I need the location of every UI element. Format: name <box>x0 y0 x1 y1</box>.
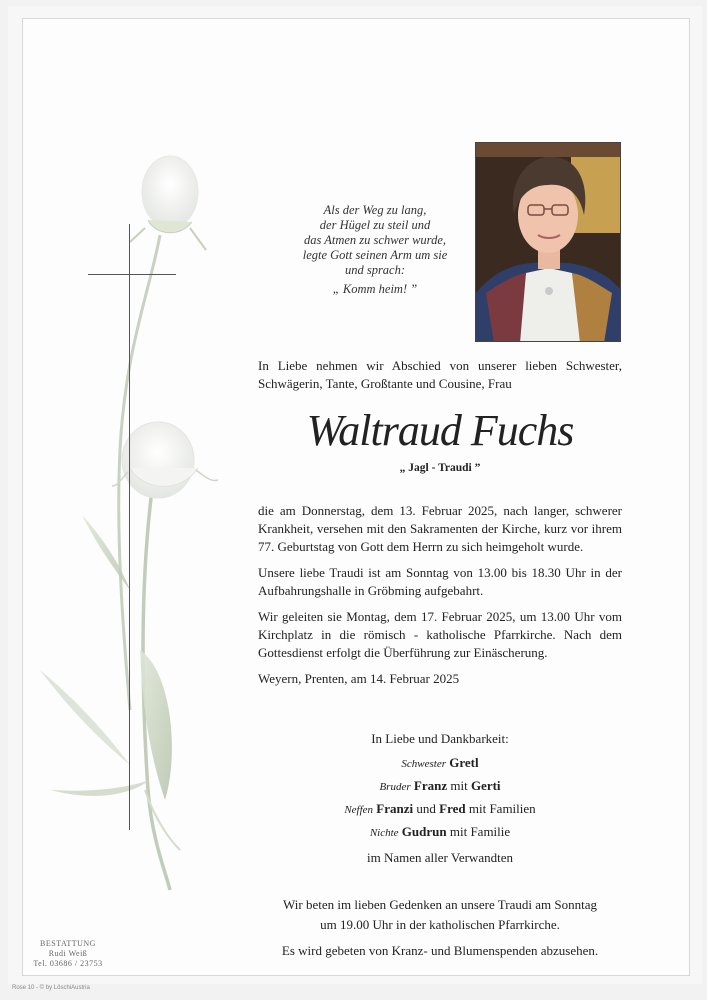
undertaker-line: Tel. 03686 / 23753 <box>33 959 103 968</box>
family-member-row <box>258 821 622 844</box>
memorial-poem <box>290 203 460 297</box>
announcement-paragraph: Unsere liebe Traudi ist am Sonntag von 13.00 bis 18.30 Uhr in der Aufbahrungshalle in Gröbming aufgebahrt. <box>258 565 622 598</box>
family-suffix: mit Familie <box>449 824 511 839</box>
announcement-body <box>258 502 622 696</box>
family-suffix: mit Familien <box>468 801 536 816</box>
family-member-row <box>258 798 622 821</box>
undertaker-line: Rudi Weiß <box>48 949 88 958</box>
poem-line: und sprach: <box>344 263 406 277</box>
family-member-row <box>258 775 622 798</box>
poem-line: Als der Weg zu lang, <box>323 203 427 217</box>
family-member-row <box>258 752 622 775</box>
deceased-nickname: „ Jagl - Traudi ” <box>399 462 481 474</box>
announcement-paragraph: die am Donnerstag, dem 13. Februar 2025, nach langer, schwerer Krankheit, versehen mit den Sakramenten der Kirche, kurz vor ihrem 77. Geburtstag von Gott dem Herrn zu sich heimgeholt wurde. <box>258 503 622 554</box>
family-name: Franz <box>413 778 448 793</box>
portrait-photo <box>475 142 621 342</box>
poem-line: legte Gott seinen Arm um sie <box>302 248 448 262</box>
announcement-paragraph: Wir geleiten sie Montag, dem 17. Februar 2025, um 13.00 Uhr vom Kirchplatz in die römisch - katholische Pfarrkirche. Nach dem Gottesdienst erfolgt die Überführung zur Einäscherung. <box>258 609 622 660</box>
family-relation: Nichte <box>369 827 399 839</box>
family-connector: und <box>416 801 436 816</box>
closing-line: um 19.00 Uhr in der katholischen Pfarrkirche. <box>320 917 560 932</box>
family-partner: Fred <box>439 801 466 816</box>
family-heading: In Liebe und Dankbarkeit: <box>371 731 509 746</box>
family-mourners <box>258 728 622 868</box>
family-relation: Neffen <box>344 804 374 816</box>
cross-horizontal-bar <box>88 274 176 275</box>
family-name: Gudrun <box>401 824 447 839</box>
family-relation: Schwester <box>401 758 446 770</box>
closing-line: Wir beten im lieben Gedenken an unsere Traudi am Sonntag <box>283 897 597 912</box>
family-name: Gretl <box>449 755 479 770</box>
cross-vertical-bar <box>129 224 130 830</box>
deceased-name: Waltraud Fuchs <box>306 406 574 455</box>
undertaker-line: BESTATTUNG <box>40 939 96 948</box>
poem-closing: „ Komm heim! ” <box>332 282 418 296</box>
white-rose-illustration <box>30 150 230 900</box>
closing-notice <box>258 896 622 962</box>
family-relation: Bruder <box>379 781 411 793</box>
family-connector: mit <box>450 778 468 793</box>
family-closing: im Namen aller Verwandten <box>367 850 513 865</box>
place-and-date: Weyern, Prenten, am 14. Februar 2025 <box>258 671 460 686</box>
intro-text: In Liebe nehmen wir Abschied von unserer lieben Schwester, Schwägerin, Tante, Großtante und Cousine, Frau <box>258 358 622 391</box>
family-name: Franzi <box>376 801 414 816</box>
poem-line: das Atmen zu schwer wurde, <box>303 233 446 247</box>
closing-line: Es wird gebeten von Kranz- und Blumenspenden abzusehen. <box>281 943 599 958</box>
poem-line: der Hügel zu steil und <box>319 218 431 232</box>
family-partner: Gerti <box>470 778 501 793</box>
footer-copyright: Rose 10 - © by LöschiAustria <box>12 985 90 991</box>
undertaker-imprint <box>30 939 106 969</box>
